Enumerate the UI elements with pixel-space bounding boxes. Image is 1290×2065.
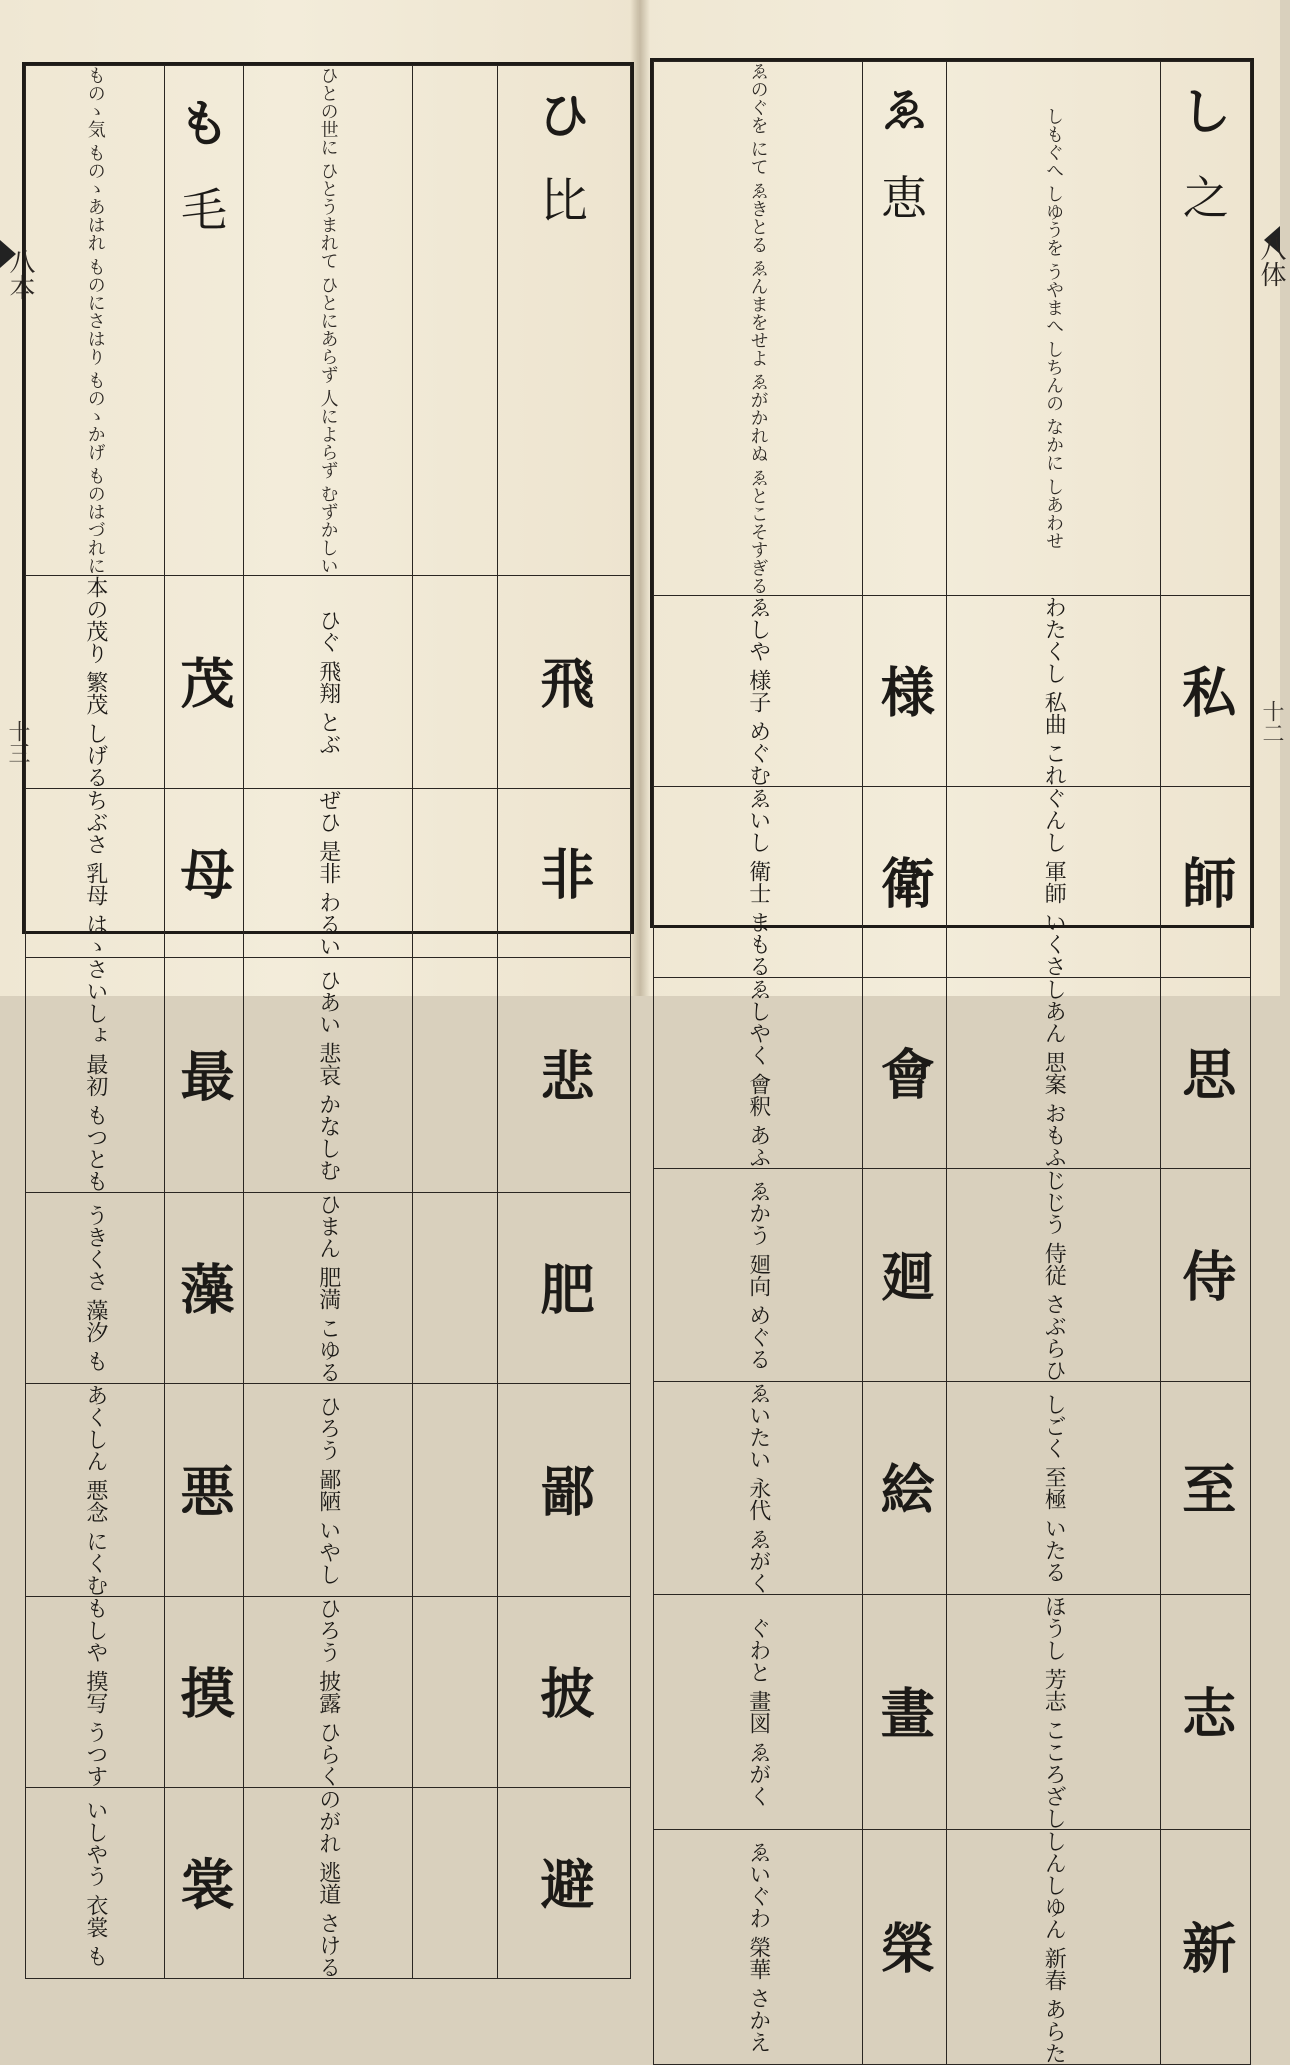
head-e: ゑ xyxy=(881,83,928,137)
shi-glyph-4: 侍 xyxy=(1161,1168,1251,1381)
hi-reading: ひろう 披露 xyxy=(315,1596,341,1714)
e-cell-6 xyxy=(654,1594,863,1829)
hi-cell-1 xyxy=(243,575,412,788)
left-folio: 十三 xyxy=(5,720,30,764)
e-reading: ゑしや 様子 xyxy=(745,595,771,713)
shi-gloss: いくさ xyxy=(1041,910,1067,977)
hi-glyph-5: 鄙 xyxy=(497,1383,630,1596)
mo-cell-3 xyxy=(26,957,165,1192)
mo-cell-5 xyxy=(26,1383,165,1596)
left-grid-frame xyxy=(22,62,634,1978)
note-mo: ものゝ気 ものゝあはれ ものにさはり ものゝかげ ものはづれに xyxy=(26,66,165,576)
hi-gloss: さける xyxy=(315,1911,341,1978)
shi-glyph-7: 新 xyxy=(1161,1829,1251,2064)
shi-cell-1 xyxy=(946,595,1161,786)
shi-reading: しごく 至極 xyxy=(1041,1392,1067,1510)
shi-glyph-5: 至 xyxy=(1161,1381,1251,1594)
mo-cell-7 xyxy=(26,1787,165,1978)
e-gloss: あふ xyxy=(745,1123,771,1168)
hi-reading: ひあい 悲哀 xyxy=(315,968,341,1086)
mo-reading: ちぶさ 乳母 xyxy=(82,788,108,906)
shi-reading: わたくし 私曲 xyxy=(1041,595,1067,735)
hi-reading: のがれ 逃道 xyxy=(315,1787,341,1905)
shi-gloss: こころざし xyxy=(1041,1718,1067,1829)
mo-gloss: はゝ xyxy=(82,912,108,957)
e-cell-1 xyxy=(654,595,863,786)
hi-glyph-4: 肥 xyxy=(497,1192,630,1383)
hi-reading: ひぐ 飛翔 xyxy=(315,608,341,704)
e-reading: ゑいし 衛士 xyxy=(745,786,771,904)
shi-cell-2 xyxy=(946,786,1161,977)
e-glyph-6: 畫 xyxy=(862,1594,946,1829)
e-gloss: ゑがく xyxy=(745,1740,771,1807)
mo-cell-2 xyxy=(26,788,165,957)
hi-glyph-6: 披 xyxy=(497,1596,630,1787)
e-gloss: ゑがく xyxy=(745,1527,771,1594)
shi-gloss: おもふ xyxy=(1041,1101,1067,1168)
e-gloss: まもる xyxy=(745,910,771,977)
hi-glyph-3: 悲 xyxy=(497,957,630,1192)
head-shi: し xyxy=(1180,82,1231,141)
head-hi: ひ xyxy=(538,86,589,145)
hi-reading: ぜひ 是非 xyxy=(315,788,341,884)
hi-head-cell xyxy=(413,66,498,576)
mo-reading: さいしょ 最初 xyxy=(82,957,108,1097)
hi-reading: ひまん 肥満 xyxy=(315,1192,341,1310)
shi-reading: ぐんし 軍師 xyxy=(1041,786,1067,904)
note-hi: ひとの世に ひとうまれて ひとにあらず 人によらず むずかしい xyxy=(243,66,412,576)
hi-gloss: いやし xyxy=(315,1518,341,1585)
hi-reading: ひろう 鄙陋 xyxy=(315,1394,341,1512)
e-reading: ゑかう 廻向 xyxy=(745,1179,771,1297)
mo-reading: いしやう 衣裳 xyxy=(82,1798,108,1938)
shi-gloss: いたる xyxy=(1041,1516,1067,1583)
shi-glyph-2: 師 xyxy=(1161,786,1251,977)
shi-head-cell xyxy=(1161,62,1251,596)
e-glyph-7: 榮 xyxy=(862,1829,946,2064)
mo-reading: もしや 摸写 xyxy=(82,1596,108,1714)
e-glyph-2: 衛 xyxy=(862,786,946,977)
left-grid xyxy=(25,65,631,1979)
right-grid xyxy=(653,61,1251,2065)
mo-glyph-6: 摸 xyxy=(165,1596,244,1787)
e-glyph-1: 様 xyxy=(862,595,946,786)
mo-glyph-2: 母 xyxy=(165,788,244,957)
shi-cell-7 xyxy=(946,1829,1161,2064)
hi-cell-2 xyxy=(243,788,412,957)
right-folio: 十二 xyxy=(1259,700,1284,744)
hi-cell-7 xyxy=(243,1787,412,1978)
e-glyph-5: 絵 xyxy=(862,1381,946,1594)
shi-glyph-1: 私 xyxy=(1161,595,1251,786)
shi-reading: しんしゆん 新春 xyxy=(1041,1829,1067,1991)
shi-cell-5 xyxy=(946,1381,1161,1594)
e-reading: ぐわと 畫図 xyxy=(745,1616,771,1734)
mo-cell-1 xyxy=(26,575,165,788)
hi-head xyxy=(497,66,630,576)
hi-gloss: とぶ xyxy=(315,710,341,755)
mo-glyph-4: 藻 xyxy=(165,1192,244,1383)
mo-gloss: も xyxy=(82,1349,108,1372)
mo-reading: あくしん 悪念 xyxy=(82,1383,108,1523)
e-reading: ゑいぐわ 榮華 xyxy=(745,1840,771,1980)
hi-cell-4 xyxy=(243,1192,412,1383)
hi-gloss: ひらく xyxy=(315,1720,341,1787)
shi-glyph-6: 志 xyxy=(1161,1594,1251,1829)
right-grid-frame xyxy=(650,58,1254,2064)
shi-cell-4 xyxy=(946,1168,1161,1381)
e-glyph-0: 恵 xyxy=(881,171,928,225)
mo-head-cell xyxy=(165,66,244,576)
e-glyph-4: 廻 xyxy=(862,1168,946,1381)
mo-reading: うきくさ 藻汐 xyxy=(82,1203,108,1343)
head-mo: も xyxy=(178,94,229,153)
e-gloss: めぐむ xyxy=(745,719,771,786)
shi-glyph-3: 思 xyxy=(1161,977,1251,1168)
e-cell-4 xyxy=(654,1168,863,1381)
e-cell-5 xyxy=(654,1381,863,1594)
e-cell-2 xyxy=(654,786,863,977)
hi-glyph-7: 避 xyxy=(497,1787,630,1978)
mo-reading: 本の茂り 繁茂 xyxy=(82,575,108,715)
hi-cell-5 xyxy=(243,1383,412,1596)
left-section-tab: 八本 xyxy=(5,248,35,300)
note-e: ゑのぐを にて ゑきとる ゑんまをせよ ゑがかれぬ ゑとこそすぎる xyxy=(654,62,863,596)
mo-glyph-0: 毛 xyxy=(180,183,227,237)
shi-reading: ほうし 芳志 xyxy=(1041,1594,1067,1712)
hi-gloss: かなしむ xyxy=(315,1092,341,1181)
e-reading: ゑいたい 永代 xyxy=(745,1381,771,1521)
shi-reading: しあん 思案 xyxy=(1041,977,1067,1095)
e-glyph-3: 會 xyxy=(862,977,946,1168)
e-head-cell xyxy=(862,62,946,596)
shi-glyph-0: 之 xyxy=(1182,171,1229,225)
shi-cell-3 xyxy=(946,977,1161,1168)
mo-glyph-5: 悪 xyxy=(165,1383,244,1596)
shi-gloss: これ xyxy=(1041,741,1067,786)
e-gloss: めぐる xyxy=(745,1303,771,1370)
mo-cell-4 xyxy=(26,1192,165,1383)
e-reading: ゑしやく 會釈 xyxy=(745,977,771,1117)
mo-cell-6 xyxy=(26,1596,165,1787)
e-cell-3 xyxy=(654,977,863,1168)
hi-cell-6 xyxy=(243,1596,412,1787)
mo-gloss: うつす xyxy=(82,1720,108,1787)
hi-glyph-1: 飛 xyxy=(497,575,630,788)
mo-glyph-7: 裳 xyxy=(165,1787,244,1978)
shi-gloss: あらた xyxy=(1041,1997,1067,2064)
mo-gloss: も xyxy=(82,1944,108,1967)
shi-gloss: さぶらひ xyxy=(1041,1292,1067,1381)
shi-reading: じじう 侍従 xyxy=(1041,1168,1067,1286)
hi-cell-3 xyxy=(243,957,412,1192)
hi-gloss: わるい xyxy=(315,890,341,957)
mo-gloss: にくむ xyxy=(82,1529,108,1596)
right-section-tab: 八体 xyxy=(1256,235,1286,287)
shi-cell-6 xyxy=(946,1594,1161,1829)
mo-glyph-1: 茂 xyxy=(165,575,244,788)
mo-gloss: しげる xyxy=(82,721,108,788)
note-shi: しもぐへ しゆうを うやまへ しちんの なかに しあわせ xyxy=(946,62,1161,596)
mo-gloss: もつとも xyxy=(82,1103,108,1192)
hi-gloss: こゆる xyxy=(315,1316,341,1383)
e-gloss: さかえ xyxy=(745,1986,771,2053)
mo-glyph-3: 最 xyxy=(165,957,244,1192)
hi-glyph-2: 非 xyxy=(497,788,630,957)
e-cell-7 xyxy=(654,1829,863,2064)
hi-glyph-0: 比 xyxy=(539,173,588,229)
